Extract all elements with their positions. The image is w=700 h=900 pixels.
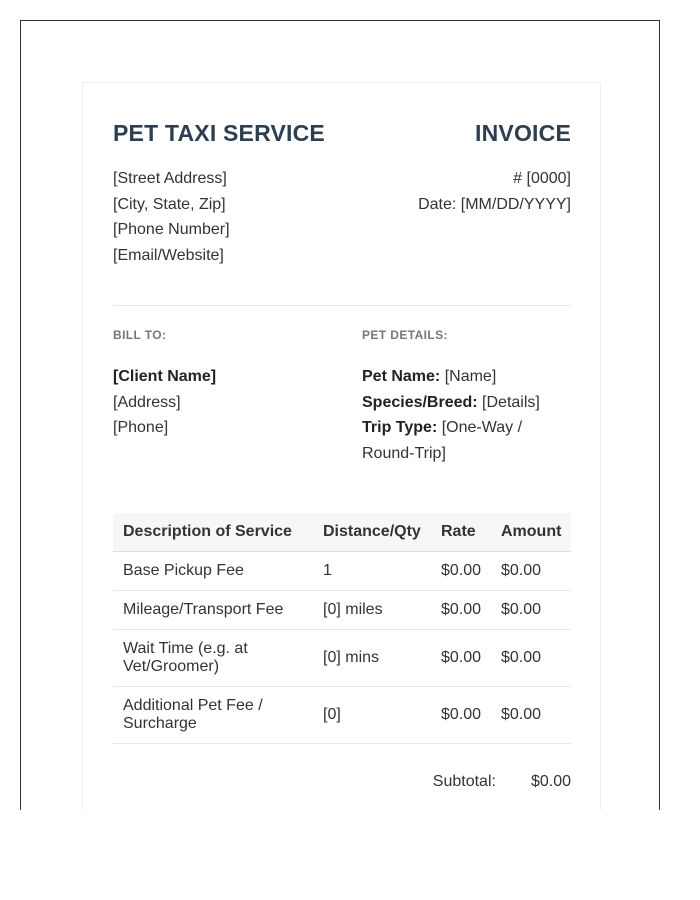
- service-rate: $0.00: [431, 630, 491, 687]
- table-row: [113, 687, 571, 744]
- species-line: [362, 390, 571, 416]
- service-qty: [0]: [313, 687, 431, 744]
- invoice-meta: [418, 166, 571, 268]
- client-phone: [Phone]: [113, 419, 169, 436]
- section-divider: [113, 305, 571, 306]
- service-description: Wait Time (e.g. at Vet/Groomer): [113, 630, 313, 687]
- table-row: [113, 591, 571, 630]
- client-address: [Address]: [113, 393, 181, 411]
- subtotal-value: $0.00: [530, 773, 571, 790]
- subtotal-row: [113, 772, 571, 792]
- trip-type-label: Trip Type:: [362, 419, 438, 436]
- services-table: [113, 513, 571, 744]
- service-amount: $0.00: [491, 687, 571, 744]
- header-amount: Amount: [491, 513, 571, 552]
- invoice-number: # [0000]: [513, 170, 571, 187]
- pet-name-value: [Name]: [440, 368, 497, 385]
- company-street: [Street Address]: [113, 170, 227, 187]
- species-value: [Details]: [477, 393, 540, 411]
- bill-to-label: BILL TO:: [113, 328, 167, 342]
- service-amount: $0.00: [491, 591, 571, 630]
- header-rate: Rate: [431, 513, 491, 552]
- trip-type-line: [362, 415, 571, 466]
- invoice-header: [113, 119, 571, 147]
- service-description: Base Pickup Fee: [113, 552, 313, 591]
- species-label: Species/Breed:: [362, 393, 478, 411]
- pet-name-label: Pet Name:: [362, 368, 441, 385]
- client-name: [Client Name]: [113, 368, 217, 385]
- table-header-row: [113, 513, 571, 552]
- company-phone: [Phone Number]: [113, 221, 230, 238]
- header-info: [113, 166, 571, 268]
- company-address-block: [113, 166, 230, 268]
- service-rate: $0.00: [431, 687, 491, 744]
- invoice-page: [82, 82, 601, 810]
- invoice-content: [113, 119, 571, 792]
- service-amount: $0.00: [491, 552, 571, 591]
- invoice-date: Date: [MM/DD/YYYY]: [418, 195, 571, 213]
- service-qty: [0] mins: [313, 630, 431, 687]
- invoice-title: INVOICE: [475, 120, 571, 146]
- parties-section: [113, 328, 571, 466]
- header-description: Description of Service: [113, 513, 313, 552]
- service-rate: $0.00: [431, 591, 491, 630]
- header-distance-qty: Distance/Qty: [313, 513, 431, 552]
- table-row: [113, 630, 571, 687]
- table-row: [113, 552, 571, 591]
- company-name: PET TAXI SERVICE: [113, 120, 325, 146]
- trip-type-value: [One-Way / Round-Trip]: [362, 419, 523, 462]
- company-email-website: [Email/Website]: [113, 246, 224, 264]
- company-city-state-zip: [City, State, Zip]: [113, 195, 226, 213]
- bill-to-block: [113, 328, 362, 466]
- service-rate: $0.00: [431, 552, 491, 591]
- pet-details-block: [362, 328, 571, 466]
- pet-details-label: PET DETAILS:: [362, 328, 448, 342]
- service-description: Mileage/Transport Fee: [113, 591, 313, 630]
- service-amount: $0.00: [491, 630, 571, 687]
- subtotal-label: Subtotal:: [432, 773, 496, 790]
- service-description: Additional Pet Fee / Surcharge: [113, 687, 313, 744]
- service-qty: 1: [313, 552, 431, 591]
- pet-name-line: [362, 364, 571, 390]
- service-qty: [0] miles: [313, 591, 431, 630]
- document-frame: [20, 20, 660, 810]
